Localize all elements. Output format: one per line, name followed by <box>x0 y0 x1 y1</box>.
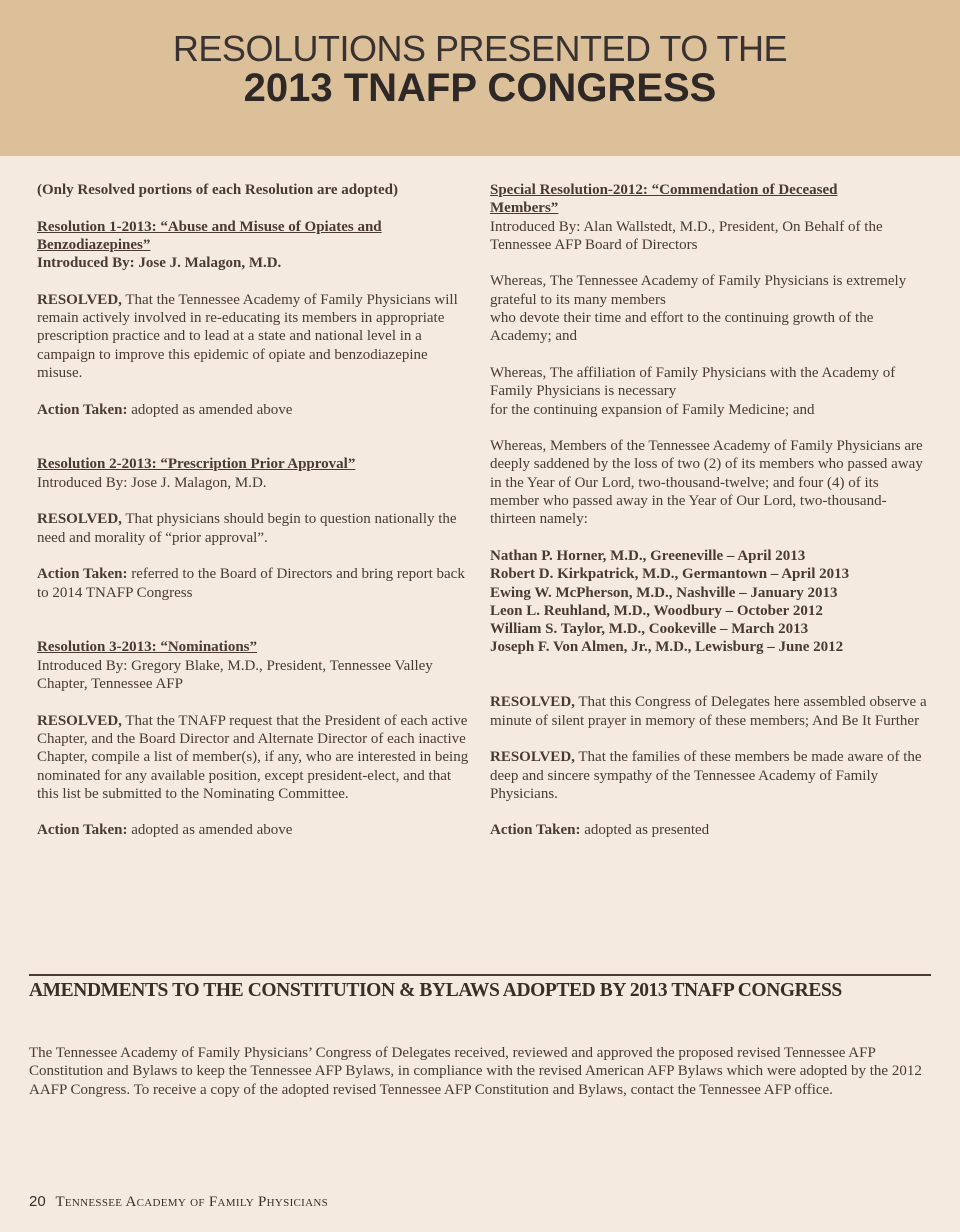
footer-org-name: Tennessee Academy of Family Physicians <box>55 1194 329 1210</box>
resolution1-resolved: RESOLVED, That the Tennessee Academy of Family Physicians will remain actively involved in re-educating its members in appropriate prescription practice and to lead at a state and national level in a campaign to improve this epidemic of opiate and benzodiazepine misuse. <box>37 291 458 381</box>
special-resolved-2: RESOLVED, That the families of these members be made aware of the deep and sincere sympathy of the Tennessee Academy of Family Physicians. <box>490 749 922 802</box>
amendments-body: The Tennessee Academy of Family Physicians’ Congress of Delegates received, reviewed and approved the proposed revised Tennessee AFP Constitution and Bylaws to keep the Tennessee AFP Bylaws, in compliance with the revised American AFP Bylaws which were adopted by the 2012 AAFP Congress. To receive a copy of the adopted revised Tennessee AFP Constitution and Bylaws, contact the Tennessee AFP office. <box>29 1045 922 1098</box>
special-action: Action Taken: adopted as presented <box>490 822 710 839</box>
resolution1-intro: Introduced By: Jose J. Malagon, M.D. <box>37 255 282 272</box>
resolution2-title: Resolution 2-2013: “Prescription Prior Approval” <box>37 456 356 473</box>
amendments-divider <box>29 974 931 976</box>
resolution3-action: Action Taken: adopted as amended above <box>37 822 293 839</box>
member-name: Joseph F. Von Almen, Jr., M.D., Lewisburg – June 2012 <box>490 639 844 656</box>
header-title-line2: 2013 TNAFP CONGRESS <box>243 66 717 110</box>
whereas-3: Whereas, Members of the Tennessee Academy of Family Physicians are deeply saddened by the loss of two (2) of its members who passed away in the Year of Our Lord, two-thousand-twelve; and four (4) of its member who passed away in the Year of Our Lord, two-thousand-thirteen namely: <box>490 438 923 528</box>
amendments-title: AMENDMENTS TO THE CONSTITUTION & BYLAWS ADOPTED BY 2013 TNAFP CONGRESS <box>29 980 842 1001</box>
resolution3-title: Resolution 3-2013: “Nominations” <box>37 639 258 656</box>
member-name: Robert D. Kirkpatrick, M.D., Germantown – April 2013 <box>490 566 850 583</box>
member-name: William S. Taylor, M.D., Cookeville – March 2013 <box>490 621 809 638</box>
special-resolution-title: Special Resolution-2012: “Commendation of Deceased Members” <box>490 182 838 217</box>
right-column <box>490 181 930 840</box>
member-name: Leon L. Reuhland, M.D., Woodbury – October 2012 <box>490 602 823 619</box>
resolution3-resolved: RESOLVED, That the TNAFP request that the President of each active Chapter, and the Board Director and Alternate Director of each inactive Chapter, compile a list of member(s), if any, who are interested in being nominated for any available position, except president-elect, and that this list be submitted to the Nominating Committee. <box>37 712 469 802</box>
adoption-note: (Only Resolved portions of each Resolution are adopted) <box>37 182 398 198</box>
member-name: Ewing W. McPherson, M.D., Nashville – January 2013 <box>490 584 838 601</box>
left-column <box>37 181 473 840</box>
resolution2-intro: Introduced By: Jose J. Malagon, M.D. <box>37 474 267 491</box>
member-name: Nathan P. Horner, M.D., Greeneville – April 2013 <box>490 547 806 564</box>
special-resolution-intro: Introduced By: Alan Wallstedt, M.D., President, On Behalf of the Tennessee AFP Board of Directors <box>490 218 883 253</box>
whereas-1: Whereas, The Tennessee Academy of Family Physicians is extremely grateful to its many members who devote their time and effort to the continuing growth of the Academy; and <box>490 273 907 345</box>
header-banner <box>0 0 960 156</box>
whereas-2: Whereas, The affiliation of Family Physicians with the Academy of Family Physicians is necessary for the continuing expansion of Family Medicine; and <box>490 364 896 418</box>
resolution2-resolved: RESOLVED, That physicians should begin to question nationally the need and morality of “prior approval”. <box>37 511 457 546</box>
special-resolved-1: RESOLVED, That this Congress of Delegates here assembled observe a minute of silent prayer in memory of these members; And Be It Further <box>490 694 927 729</box>
resolution1-title: Resolution 1-2013: “Abuse and Misuse of Opiates and Benzodiazepines” <box>37 218 382 253</box>
resolution3-intro: Introduced By: Gregory Blake, M.D., President, Tennessee Valley Chapter, Tennessee AFP <box>37 657 433 693</box>
resolution1-action: Action Taken: adopted as amended above <box>37 401 293 418</box>
resolution2-action: Action Taken: referred to the Board of Directors and bring report back to 2014 TNAFP Congress <box>37 566 465 601</box>
header-title-line1: RESOLUTIONS PRESENTED TO THE <box>172 28 788 69</box>
page-number: 20 <box>29 1193 46 1210</box>
page-footer <box>29 1193 328 1211</box>
